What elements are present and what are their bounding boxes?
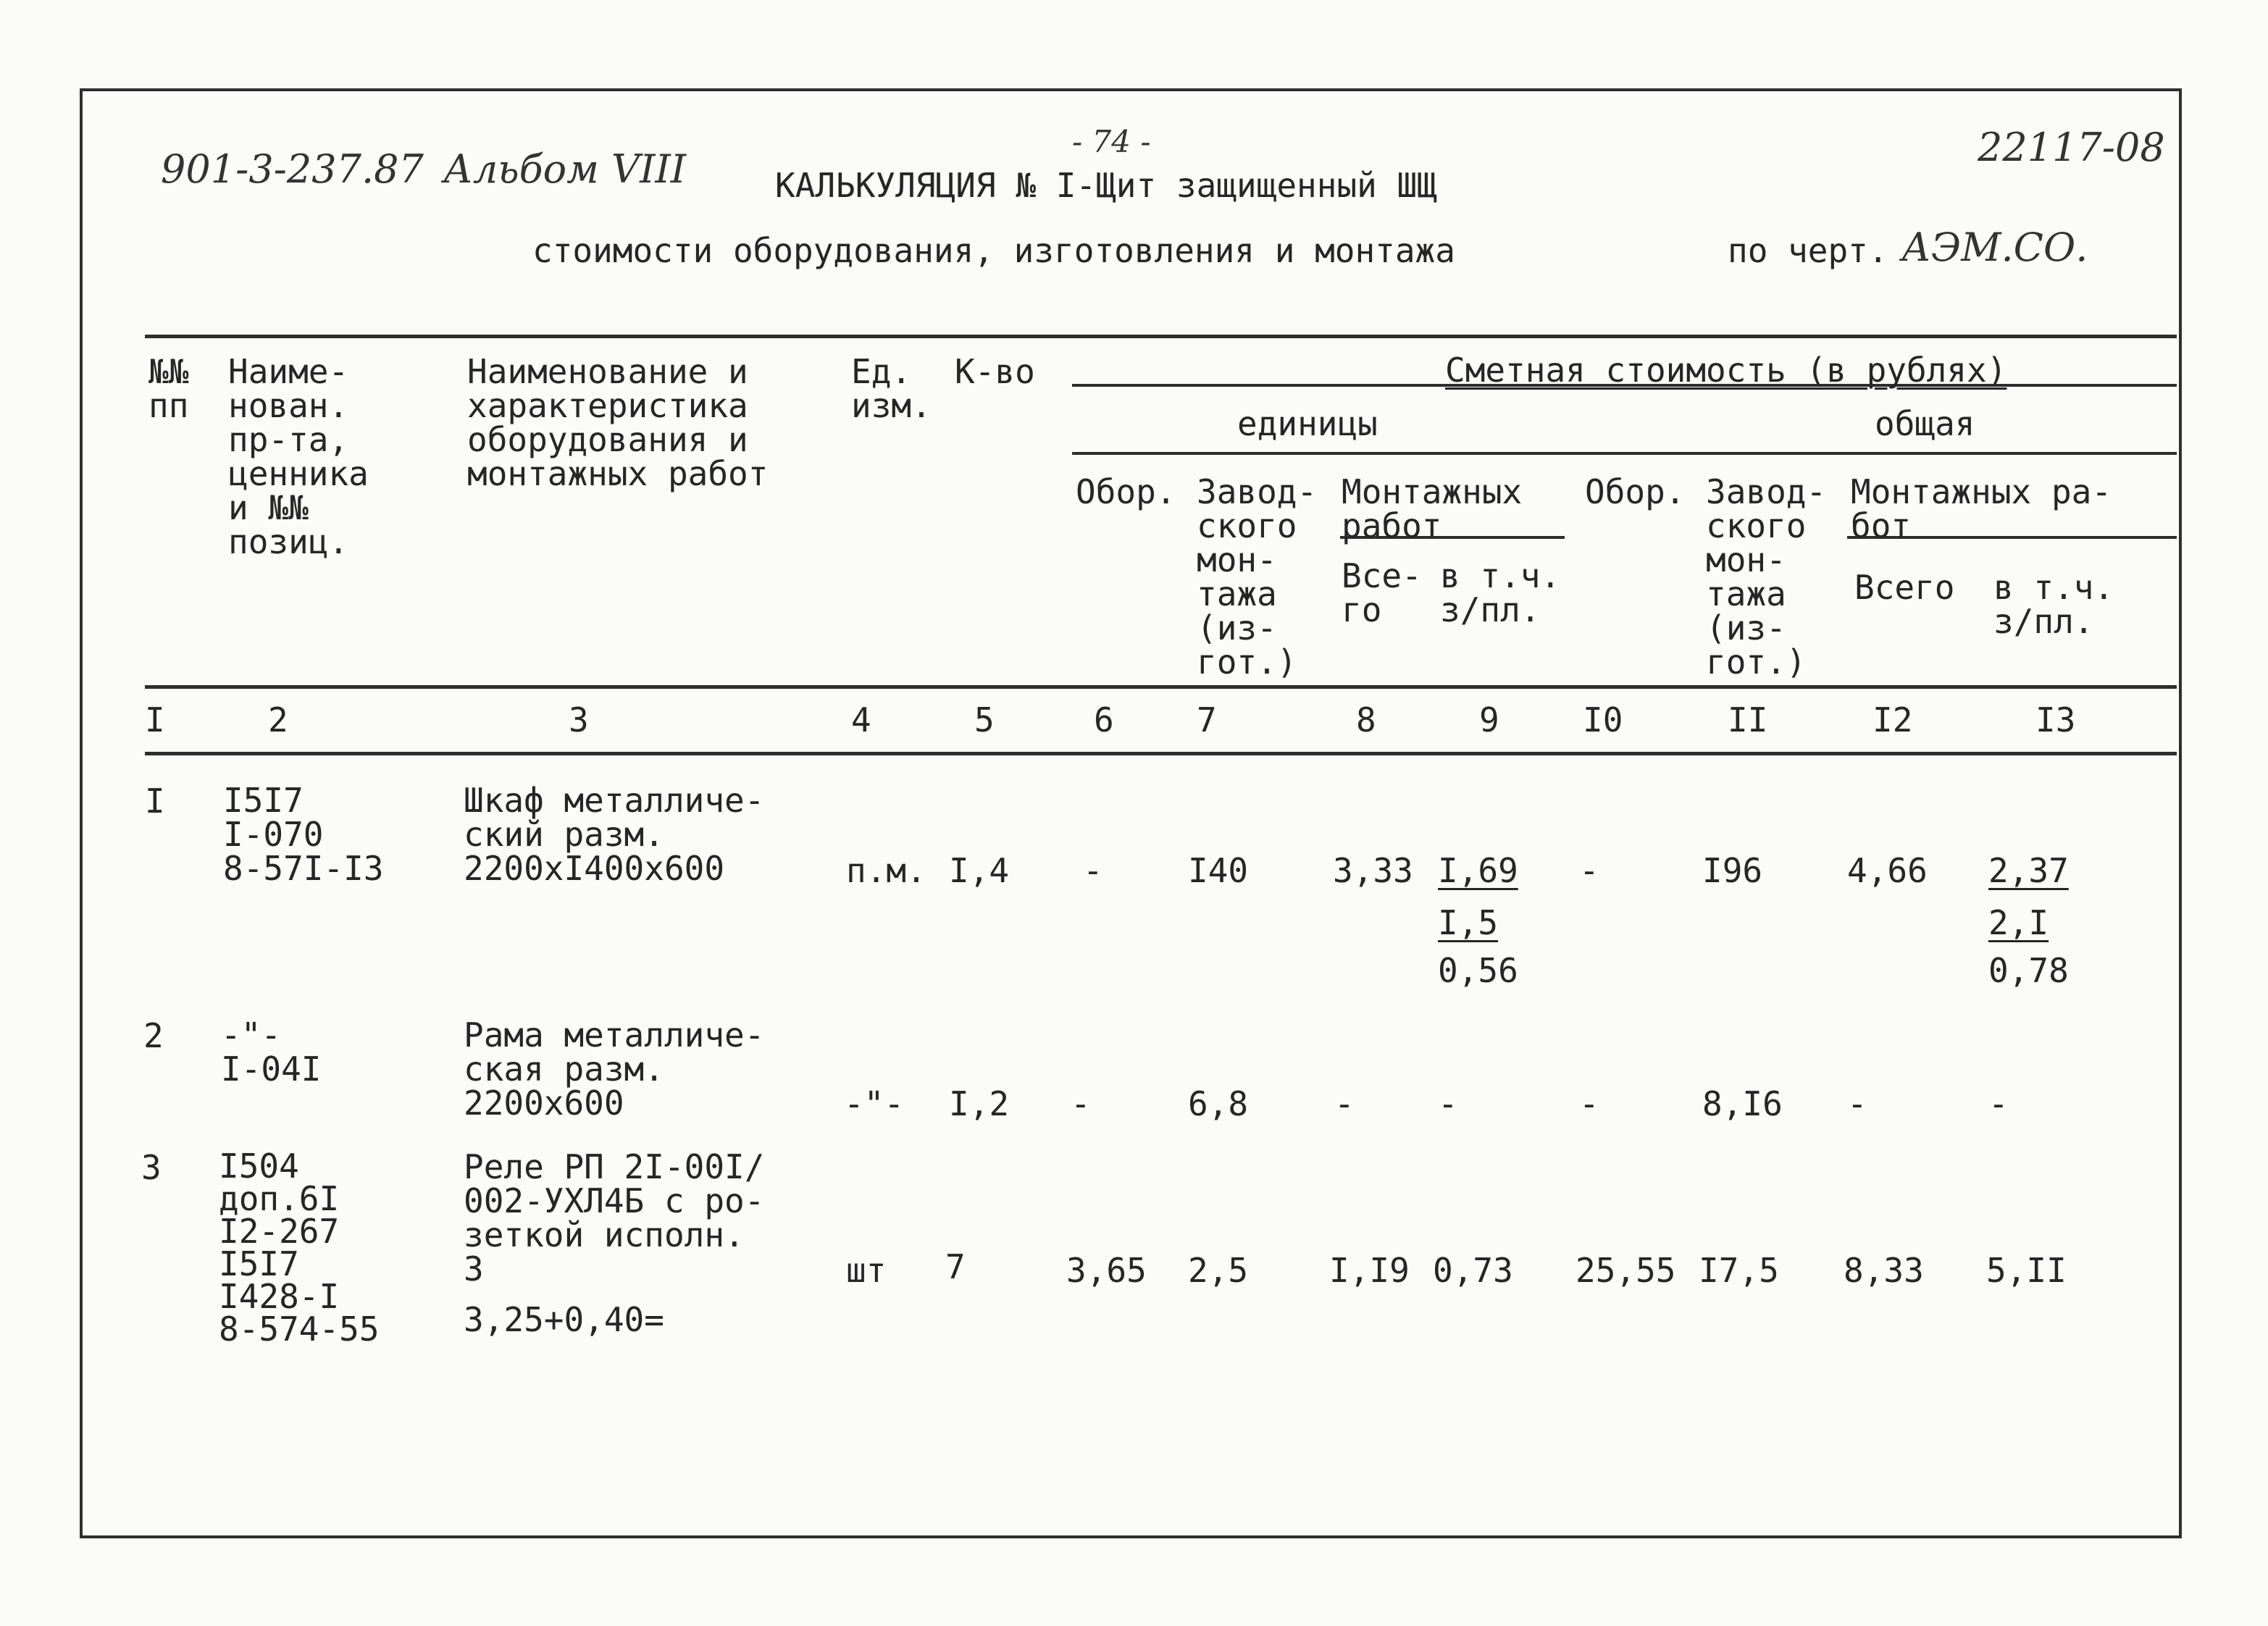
header-bottom-rule (145, 685, 2177, 689)
equipment-cell: 3,65 (1066, 1251, 1147, 1290)
column-number: I (145, 700, 165, 739)
drawing-label: по черт. (1728, 231, 1888, 270)
column-number: 5 (974, 700, 995, 739)
equipment-total-cell: - (1579, 1084, 1599, 1123)
install-all-cell: 3,33 (1333, 851, 1413, 890)
quantity-cell: 7 (945, 1247, 966, 1286)
header-factory-total: Завод- ского мон- тажа (из- гот.) (1706, 472, 1827, 682)
install-wage-cell-2: I,5 (1438, 903, 1499, 942)
unit-cell: шт (846, 1251, 887, 1290)
header-quantity: К-во (955, 352, 1035, 391)
column-number: I0 (1583, 700, 1623, 739)
header-install-all-total: Всего (1854, 568, 1955, 607)
price-code: I504 доп.6I I2-267 I5I7 I428-I 8-574-55 (219, 1147, 380, 1349)
row-number: 2 (143, 1016, 164, 1055)
header-equipment: Обор. (1076, 472, 1176, 511)
factory-total-cell: 8,I6 (1702, 1084, 1783, 1123)
quantity-cell: I,4 (949, 851, 1010, 890)
header-total-cost-group: общая (1875, 404, 1975, 443)
table-top-rule (145, 335, 2177, 338)
equipment-total-cell: - (1579, 851, 1599, 890)
header-price-code: Наиме- нован. пр-та, ценника и №№ позиц. (228, 352, 369, 561)
header-install-wage: в т.ч. з/пл. (1440, 556, 1561, 629)
install-all-cell: I,I9 (1329, 1251, 1410, 1290)
equipment-cell: - (1083, 851, 1103, 890)
header-row-number: №№ пп (148, 352, 189, 425)
install-wage-cell: 0,73 (1433, 1251, 1513, 1290)
sheet-frame (80, 88, 2182, 1538)
column-number: I2 (1872, 700, 1913, 739)
install-wage-total-cell: 2,37 (1988, 851, 2069, 890)
factory-total-cell: I7,5 (1699, 1251, 1779, 1290)
column-number: 2 (268, 700, 288, 739)
factory-cell: 6,8 (1188, 1084, 1249, 1123)
header-install-work: Монтажных работ (1342, 472, 1523, 545)
quantity-cell: I,2 (949, 1084, 1010, 1123)
factory-cell: I40 (1188, 851, 1249, 890)
header-install-wage-total: в т.ч. з/пл. (1993, 568, 2114, 641)
unit-group-rule (1072, 452, 2177, 455)
header-factory: Завод- ского мон- тажа (из- гот.) (1197, 472, 1318, 682)
column-number: 8 (1356, 700, 1376, 739)
column-number: 9 (1479, 700, 1499, 739)
column-number: II (1728, 700, 1768, 739)
install-wage-total-cell: 5,II (1986, 1251, 2067, 1290)
inventory-number: 22117-08 (1978, 125, 2165, 170)
install-wage-cell: - (1438, 1084, 1458, 1123)
header-cost-group: Сметная стоимость (в рублях) (1445, 351, 2007, 390)
doc-code: 901-3-237.87 (161, 146, 424, 192)
item-description: Шкаф металличе- ский разм. 2200хI400х600 (464, 781, 765, 888)
page-subtitle: стоимости оборудования, изготовления и монтажа (532, 231, 1455, 270)
page-title: КАЛЬКУЛЯЦИЯ № I-Щит защищенный ШЩ (775, 166, 1437, 205)
row-number: 3 (141, 1148, 162, 1187)
equipment-cell: - (1071, 1084, 1091, 1123)
item-description: Реле РП 2I-00I/ 002-УХЛ4Б с ро- зеткой исполн. 3 (464, 1147, 765, 1288)
header-unit-cost-group: единицы (1237, 404, 1378, 443)
header-install-work-total: Монтажных ра- бот (1851, 472, 2112, 545)
header-equipment-total: Обор. (1585, 472, 1686, 511)
col-numbers-rule (145, 752, 2177, 755)
install-wage-total-cell-2: 2,I (1988, 903, 2049, 942)
install-wage-total-cell: - (1988, 1084, 2009, 1123)
install-all-total-cell: - (1847, 1084, 1867, 1123)
price-formula: 3,25+0,40= (464, 1300, 664, 1339)
column-number: I3 (2035, 700, 2076, 739)
install-all-total-cell: 8,33 (1844, 1251, 1924, 1290)
column-number: 7 (1197, 700, 1217, 739)
item-description: Рама металличе- ская разм. 2200х600 (464, 1015, 765, 1123)
column-number: 4 (851, 700, 871, 739)
price-code: I5I7 I-070 8-57I-I3 (223, 781, 384, 888)
install-wage-cell-3: 0,56 (1438, 951, 1518, 990)
row-number: I (145, 781, 165, 821)
install-wage-cell: I,69 (1438, 851, 1518, 890)
unit-cell: п.м. (846, 851, 926, 890)
header-install-all: Все- го (1342, 556, 1422, 629)
price-code: -"- I-04I (221, 1015, 322, 1089)
header-unit: Ед. изм. (851, 352, 932, 425)
column-number: 6 (1094, 700, 1114, 739)
album-label: Альбом VIII (443, 146, 687, 192)
drawing-reference: АЭМ.СО. (1901, 225, 2088, 270)
install-wage-total-cell-3: 0,78 (1988, 951, 2069, 990)
install-all-total-cell: 4,66 (1847, 851, 1928, 890)
unit-cell: -"- (844, 1084, 905, 1123)
install-all-cell: - (1334, 1084, 1355, 1123)
header-description: Наименование и характеристика оборудования и монтажных работ (467, 352, 769, 493)
factory-total-cell: I96 (1702, 851, 1763, 890)
equipment-total-cell: 25,55 (1576, 1251, 1676, 1290)
page-number: - 74 - (1072, 124, 1151, 159)
column-number: 3 (569, 700, 589, 739)
factory-cell: 2,5 (1188, 1251, 1249, 1290)
